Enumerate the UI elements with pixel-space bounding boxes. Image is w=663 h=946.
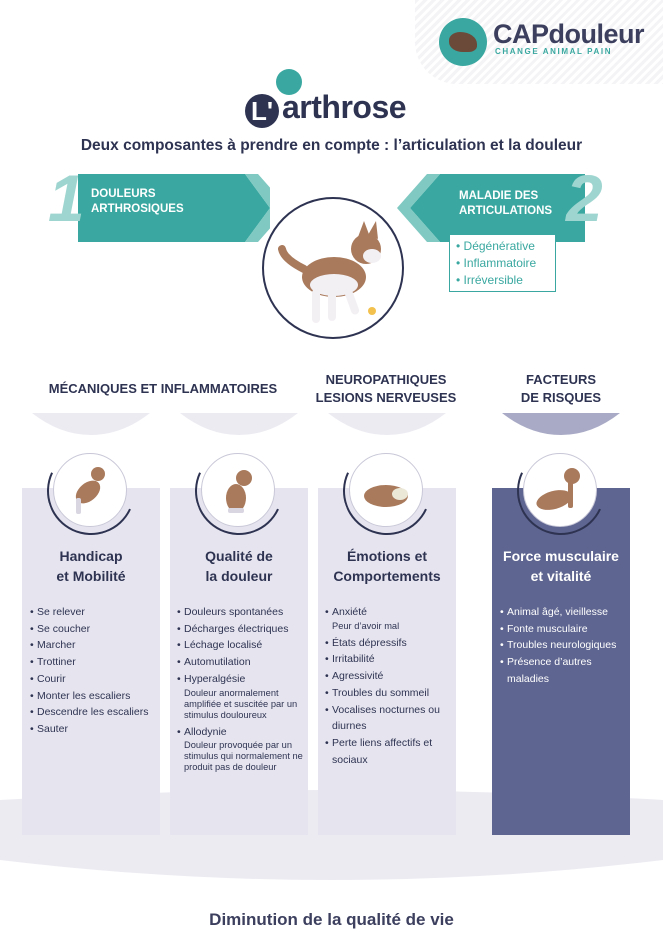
panel-title-line: la douleur: [205, 568, 273, 584]
joint-characteristics-list: [449, 234, 556, 292]
list-item-note: Douleur anormalement amplifiée et suscitée par un stimulus douloureux: [184, 687, 298, 720]
list-item-text: Troubles du sommeil: [332, 686, 430, 699]
column-header-line: MÉCANIQUES ET INFLAMMATOIRES: [48, 381, 278, 396]
list-item: [325, 604, 453, 632]
list-item-text: Hyperalgésie: [184, 672, 246, 685]
list-item: • Marcher: [30, 637, 158, 654]
panel-title-line: Force musculaire: [503, 548, 619, 564]
list-item-text: Automutilation: [184, 656, 251, 669]
list-item-note: Peur d’avoir mal: [332, 620, 400, 631]
emotions-list: [325, 604, 453, 768]
right-banner-label-2: ARTICULATIONS: [459, 205, 553, 217]
jumping-dog-icon: [53, 453, 127, 527]
brand-logo-icon: [439, 18, 487, 66]
pain-quality-list: [177, 604, 305, 776]
list-item: • Présence d’autres maladies: [500, 654, 626, 687]
limping-dog-icon: [264, 199, 402, 337]
list-item: • Courir: [30, 671, 158, 688]
panel-title-line: Comportements: [333, 568, 441, 584]
panel-title-emotions: [318, 546, 456, 586]
page-subtitle: Deux composantes à prendre en compte : l’articulation et la douleur: [80, 137, 583, 154]
dog-illustration-circle: [262, 197, 404, 339]
column-header-line: DE RISQUES: [520, 390, 602, 405]
panel-title-line: Qualité de: [205, 548, 273, 564]
list-item: [177, 604, 305, 621]
title-initial: L': [245, 94, 279, 128]
panel-title-risk-factors: [492, 546, 630, 586]
list-item-text: Allodynie: [184, 725, 227, 738]
handicap-list: [30, 604, 158, 738]
right-banner-label-1: MALADIE DES: [459, 190, 539, 202]
list-item: [325, 702, 453, 735]
list-item: • Se coucher: [30, 621, 158, 638]
list-item: • Se relever: [30, 604, 158, 621]
panel-title-pain-quality: [170, 546, 308, 586]
left-banner-number: 1: [48, 161, 85, 235]
footer-conclusion: Diminution de la qualité de vie: [209, 910, 454, 929]
list-item-text: Léchage localisé: [184, 639, 263, 652]
list-item: [325, 685, 453, 702]
right-banner-number: 2: [566, 161, 603, 235]
panel-cap: [170, 409, 308, 435]
column-header-line: NEUROPATHIQUES: [325, 372, 447, 387]
list-item: • Monter les escaliers: [30, 688, 158, 705]
list-item-text: Vocalises nocturnes ou diurnes: [332, 703, 440, 733]
panel-cap: [22, 409, 160, 435]
list-item-text: Décharges électriques: [184, 622, 289, 635]
list-item-note: Douleur provoquée par un stimulus qui normalement ne produit pas de douleur: [184, 740, 303, 773]
list-item: [177, 637, 305, 654]
panel-title-line: et vitalité: [530, 568, 592, 584]
list-item-text: Douleurs spontanées: [184, 606, 284, 618]
column-header-neuropathic: [306, 371, 466, 407]
joint-item: • Irréversible: [456, 273, 523, 287]
licking-dog-icon: [201, 453, 275, 527]
list-item: [177, 654, 305, 671]
column-header-line: LESIONS NERVEUSES: [315, 390, 457, 405]
brand-name: CAPdouleur: [493, 19, 645, 49]
list-item: [177, 671, 305, 721]
old-dog-icon: [523, 453, 597, 527]
sleeping-dog-icon: [349, 453, 423, 527]
list-item: • Animal âgé, vieillesse: [500, 604, 626, 621]
left-banner-label-2: ARTHROSIQUES: [91, 203, 184, 215]
panel-cap-dark: [492, 409, 630, 435]
risk-factors-list: [500, 604, 626, 688]
column-header-line: FACTEURS: [525, 372, 597, 387]
column-header-risk-factors: [492, 371, 630, 407]
list-item-text: Perte liens affectifs et sociaux: [332, 736, 433, 766]
panel-title-line: Handicap: [59, 548, 123, 564]
list-item-text: Agressivité: [332, 670, 384, 683]
brand-tagline: CHANGE ANIMAL PAIN: [495, 47, 613, 56]
list-item: • Descendre les escaliers: [30, 704, 158, 721]
list-item: [177, 724, 305, 774]
list-item: • Sauter: [30, 721, 158, 738]
left-banner-label-1: DOULEURS: [91, 188, 156, 200]
list-item-text: Anxiété: [332, 606, 368, 618]
joint-item: • Inflammatoire: [456, 256, 537, 270]
list-item: [177, 621, 305, 638]
joint-item: • Dégénérative: [456, 239, 535, 253]
panel-title-line: et Mobilité: [56, 568, 126, 584]
list-item: • Troubles neurologiques: [500, 637, 626, 654]
panel-title-line: Émotions et: [346, 548, 428, 564]
list-item: • Trottiner: [30, 654, 158, 671]
list-item: • Fonte musculaire: [500, 621, 626, 638]
list-item-text: Irritabilité: [332, 653, 375, 666]
page-title: arthrose: [282, 89, 407, 125]
list-item: [325, 651, 453, 668]
panel-cap: [318, 409, 456, 435]
list-item: [325, 635, 453, 652]
list-item: [325, 668, 453, 685]
panel-title-handicap: [22, 546, 160, 586]
list-item-text: États dépressifs: [332, 636, 407, 649]
column-header-mechanical: [22, 380, 304, 398]
list-item: [325, 735, 453, 768]
